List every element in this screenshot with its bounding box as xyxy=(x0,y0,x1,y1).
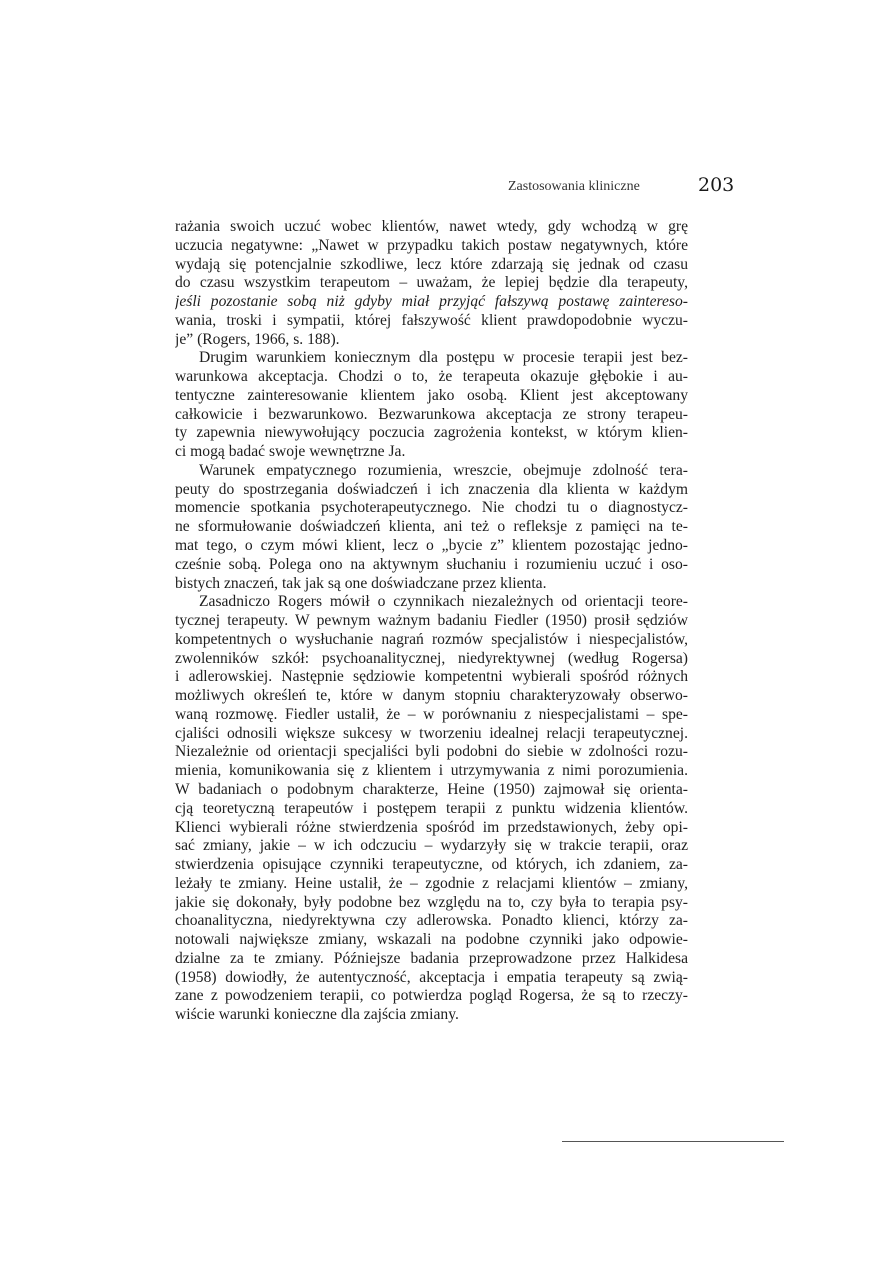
paragraph-1 xyxy=(175,218,688,349)
text-line: W badaniach o podobnym charakterze, Heine (1950) zajmował się orienta- xyxy=(175,780,688,798)
text-line: zane z powodzeniem terapii, co potwierdza pogląd Rogersa, że są to rzeczy- xyxy=(175,987,688,1005)
text-line: cją teoretyczną terapeutów i postępem terapii z punktu widzenia klientów. xyxy=(175,799,688,817)
text-line: tentyczne zainteresowanie klientem jako osobą. Klient jest akceptowany xyxy=(175,386,688,404)
text-line: cjaliści odnosili większe sukcesy w tworzeniu idealnej relacji terapeutycznej. xyxy=(175,724,688,742)
text-line: Drugim warunkiem koniecznym dla postępu w procesie terapii jest bez- xyxy=(199,349,688,367)
text-line: wiście warunki konieczne dla zajścia zmiany. xyxy=(175,1006,459,1024)
text-line-italic: jeśli pozostanie sobą niż gdyby miał przyjąć fałszywą postawę zaintereso- xyxy=(175,293,688,311)
page-number: 203 xyxy=(698,174,735,196)
text-line: uczucia negatywne: „Nawet w przypadku takich postaw negatywnych, które xyxy=(175,236,688,254)
text-line: waną rozmowę. Fiedler ustalił, że – w porównaniu z niespecjalistami – spe- xyxy=(175,705,688,723)
text-line: cześnie sobą. Polega ono na aktywnym słuchaniu i rozumieniu uczuć i oso- xyxy=(175,555,688,573)
text-line: momencie spotkania psychoterapeutycznego. Nie chodzi tu o diagnostycz- xyxy=(175,499,688,517)
text-line: rażania swoich uczuć wobec klientów, nawet wtedy, gdy wchodzą w grę xyxy=(175,218,688,235)
running-head: Zastosowania kliniczne xyxy=(508,179,640,194)
text-line: do czasu wszystkim terapeutom – uważam, że lepiej będzie dla terapeuty, xyxy=(175,274,688,292)
text-line: ci mogą badać swoje wewnętrzne Ja. xyxy=(175,443,406,461)
text-line: Klienci wybierali różne stwierdzenia spośród im przedstawionych, żeby opi- xyxy=(175,818,688,836)
body-text xyxy=(175,218,688,1025)
text-line: ty zapewnia niewywołujący poczucia zagrożenia kontekst, w którym klien- xyxy=(175,424,688,442)
text-line: całkowicie i bezwarunkowo. Bezwarunkowa akceptacja ze strony terapeu- xyxy=(175,405,688,423)
text-line: tycznej terapeuty. W pewnym ważnym badaniu Fiedler (1950) prosił sędziów xyxy=(175,612,688,630)
text-line: notowali największe zmiany, wskazali na podobne czynniki jako odpowie- xyxy=(175,931,688,949)
text-line: kompetentnych o wysłuchanie nagrań rozmów specjalistów i niespecjalistów, xyxy=(175,630,688,648)
text-line: bistych znaczeń, tak jak są one doświadczane przez klienta. xyxy=(175,574,547,592)
text-line: stwierdzenia opisujące czynniki terapeutyczne, od których, ich zdaniem, za- xyxy=(175,856,688,874)
text-line: i adlerowskiej. Następnie sędziowie kompetentni wybierali spośród różnych xyxy=(175,668,688,686)
footnote-rule xyxy=(562,1141,784,1142)
text-line: Warunek empatycznego rozumienia, wreszcie, obejmuje zdolność tera- xyxy=(199,461,688,479)
text-line: zwolenników szkół: psychoanalitycznej, niedyrektywnej (według Rogersa) xyxy=(175,649,688,667)
text-line: je” (Rogers, 1966, s. 188). xyxy=(175,330,340,348)
text-line: ne sformułowanie doświadczeń klienta, ani też o refleksje z pamięci na te- xyxy=(175,518,688,536)
text-line: sać zmiany, jakie – w ich odczuciu – wydarzyły się w trakcie terapii, oraz xyxy=(175,837,688,855)
text-line: jakie się dokonały, były podobne bez względu na to, czy była to terapia psy- xyxy=(175,893,688,911)
text-line: możliwych określeń te, które w danym stopniu charakteryzowały obserwo- xyxy=(175,687,688,705)
text-line: warunkowa akceptacja. Chodzi o to, że terapeuta okazuje głębokie i au- xyxy=(175,368,688,386)
text-line: wania, troski i sympatii, której fałszywość klient prawdopodobnie wyczu- xyxy=(175,311,688,329)
text-line: Niezależnie od orientacji specjaliści byli podobni do siebie w zdolności rozu- xyxy=(175,743,688,761)
paragraph-3 xyxy=(175,462,688,593)
text-line: Zasadniczo Rogers mówił o czynnikach niezależnych od orientacji teore- xyxy=(199,593,688,611)
text-line: mat tego, o czym mówi klient, lecz o „bycie z” klientem pozostając jedno- xyxy=(175,537,688,555)
text-line: peuty do spostrzegania doświadczeń i ich znaczenia dla klienta w każdym xyxy=(175,480,688,498)
page-header xyxy=(508,174,735,200)
text-line: choanalityczna, niedyrektywna czy adlerowska. Ponadto klienci, którzy za- xyxy=(175,912,688,930)
paragraph-2 xyxy=(175,349,688,462)
text-line: wydają się potencjalnie szkodliwe, lecz które zdarzają się jednak od czasu xyxy=(175,255,688,273)
text-line: dzialne za te zmiany. Późniejsze badania przeprowadzone przez Halkidesa xyxy=(175,949,688,967)
paragraph-4 xyxy=(175,593,688,1025)
text-line: mienia, komunikowania się z klientem i utrzymywania z nimi porozumienia. xyxy=(175,762,688,780)
text-line: (1958) dowiodły, że autentyczność, akceptacja i empatia terapeuty są zwią- xyxy=(175,968,688,986)
text-line: leżały te zmiany. Heine ustalił, że – zgodnie z relacjami klientów – zmiany, xyxy=(175,874,688,892)
